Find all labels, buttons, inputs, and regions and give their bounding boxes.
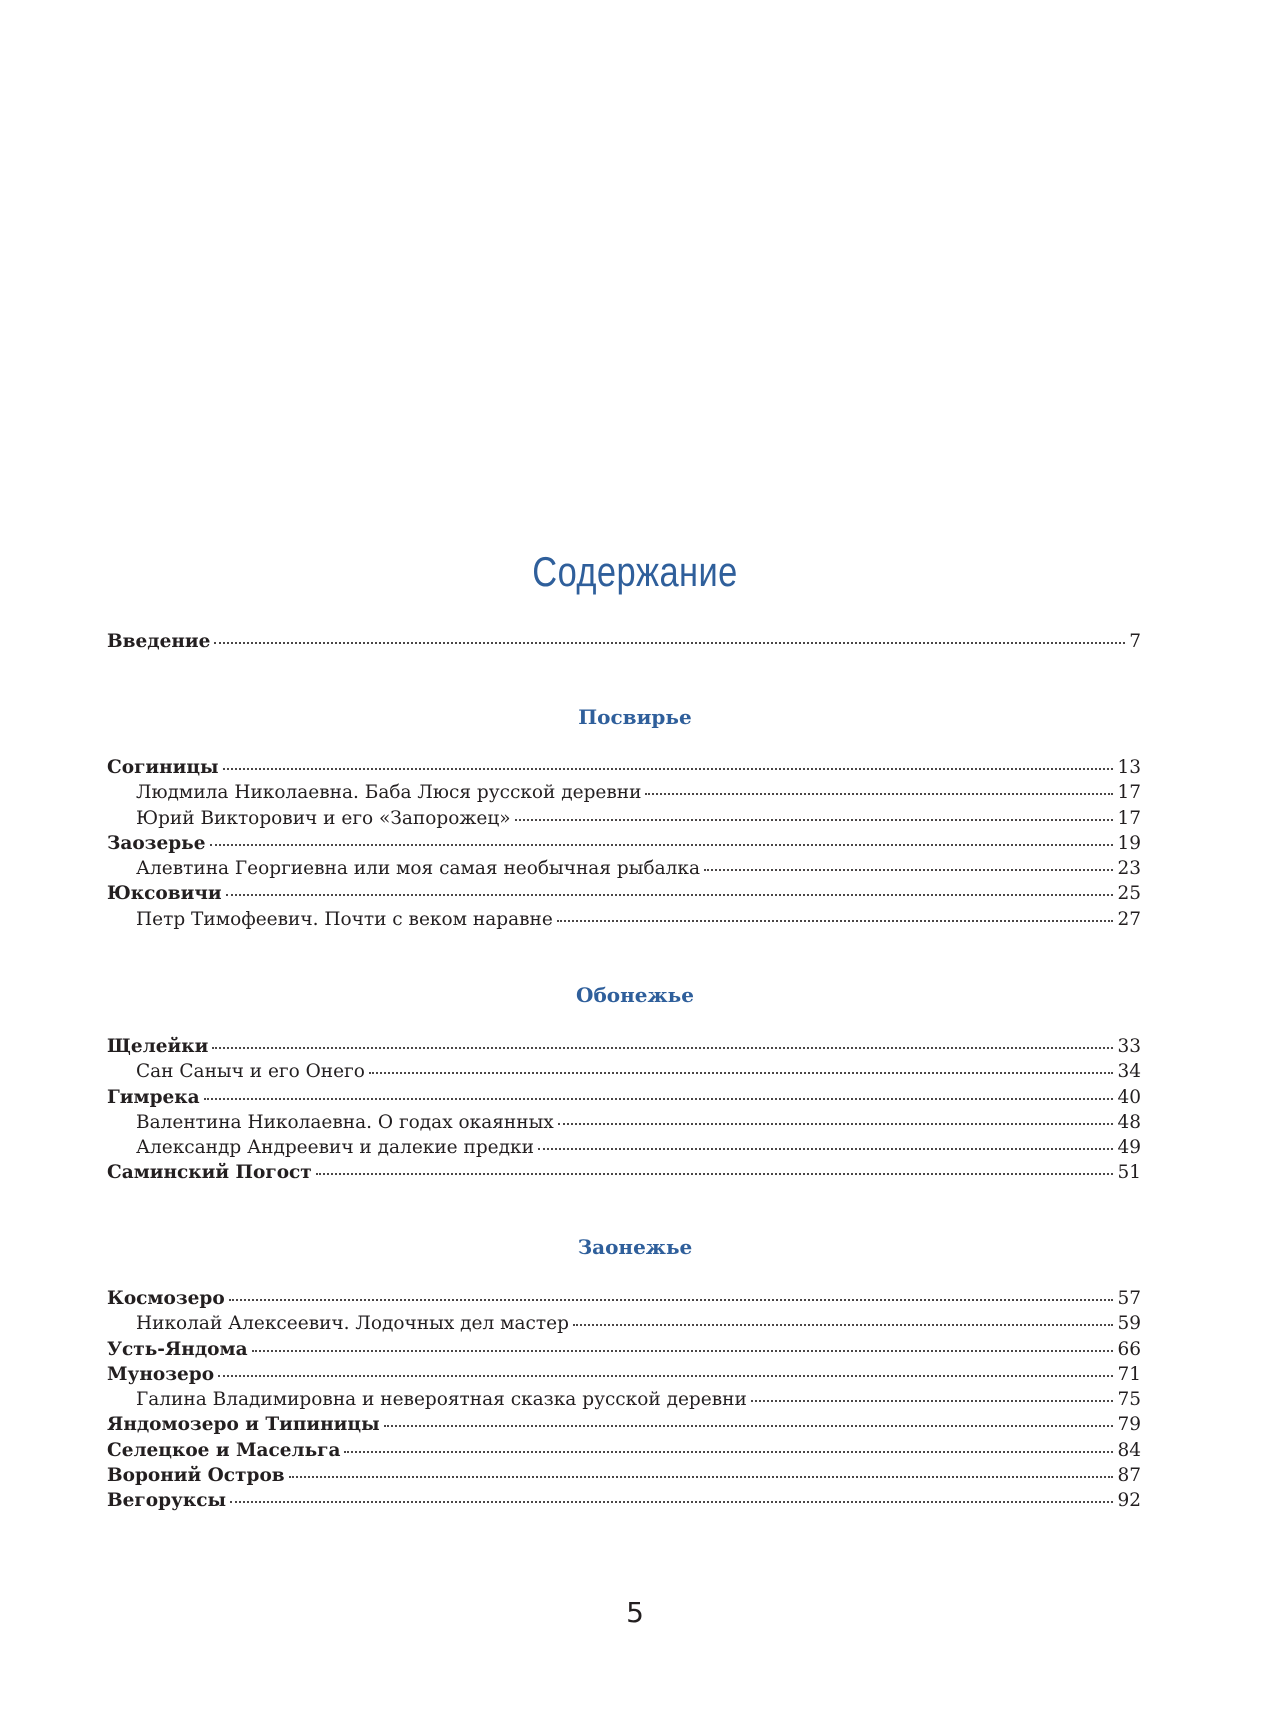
dot-leader <box>316 1158 1114 1178</box>
toc-section-obonezhye <box>107 1032 1141 1184</box>
toc-entry-label: Алевтина Георгиевна или моя самая необычная рыбалка <box>136 858 700 880</box>
toc-entry[interactable] <box>107 753 1141 778</box>
dot-leader <box>212 1032 1113 1052</box>
toc-section-zaonezhye <box>107 1284 1141 1512</box>
toc-section-posvirye <box>107 753 1141 930</box>
toc-entry[interactable] <box>107 829 1141 854</box>
toc-entry-page: 49 <box>1117 1137 1141 1159</box>
toc-entry-page: 66 <box>1117 1338 1141 1360</box>
dot-leader <box>573 1309 1114 1329</box>
dot-leader <box>229 1284 1114 1304</box>
toc-entry-label: Введение <box>107 631 211 652</box>
toc-entry[interactable] <box>107 879 1141 904</box>
toc-entry-label: Селецкое и Масельга <box>107 1439 341 1461</box>
toc-entry-page: 87 <box>1117 1465 1141 1487</box>
toc-entry[interactable] <box>107 1335 1141 1360</box>
toc-entry[interactable] <box>107 1133 1141 1158</box>
toc-entry-label: Саминский Погост <box>107 1162 312 1184</box>
dot-leader <box>344 1436 1113 1456</box>
toc-entry-page: 48 <box>1117 1111 1141 1133</box>
toc-entry-page: 92 <box>1117 1490 1141 1512</box>
toc-entry-page: 25 <box>1117 883 1141 905</box>
dot-leader <box>214 627 1125 647</box>
toc-entry-label: Валентина Николаевна. О годах окаянных <box>136 1111 554 1133</box>
toc-entry-label: Заозерье <box>107 832 206 854</box>
toc-entry-label: Гимрека <box>107 1086 200 1108</box>
dot-leader <box>230 1486 1113 1506</box>
toc-entry-label: Петр Тимофеевич. Почти с веком наравне <box>136 908 553 930</box>
toc-entry-label: Усть-Яндома <box>107 1338 248 1360</box>
toc-entry[interactable] <box>107 1436 1141 1461</box>
toc-entry[interactable] <box>107 1083 1141 1108</box>
toc-entry-label: Согиницы <box>107 757 219 778</box>
toc-entry-label: Александр Андреевич и далекие предки <box>136 1137 534 1159</box>
toc-entry[interactable] <box>107 1360 1141 1385</box>
dot-leader <box>210 829 1114 849</box>
toc-entry-page: 23 <box>1117 858 1141 880</box>
toc-entry-label: Юксовичи <box>107 883 222 905</box>
toc-entry-label: Яндомозеро и Типиницы <box>107 1414 380 1436</box>
toc-entry-page: 13 <box>1117 757 1141 778</box>
toc-entry[interactable] <box>107 804 1141 829</box>
page-title: Содержание <box>532 548 738 595</box>
dot-leader <box>369 1057 1114 1077</box>
toc-entry[interactable] <box>107 1461 1141 1486</box>
toc-entry-page: 57 <box>1117 1288 1141 1309</box>
toc-entry-page: 19 <box>1117 832 1141 854</box>
dot-leader <box>515 804 1114 824</box>
dot-leader <box>218 1360 1113 1380</box>
toc-entry[interactable] <box>107 1410 1141 1435</box>
toc-entry-label: Вороний Остров <box>107 1465 285 1487</box>
toc-entry[interactable] <box>107 854 1141 879</box>
toc-entry[interactable] <box>107 1032 1141 1057</box>
dot-leader <box>645 778 1113 798</box>
dot-leader <box>252 1335 1114 1355</box>
toc-entry-label: Космозеро <box>107 1288 225 1309</box>
toc-entry[interactable] <box>107 1108 1141 1133</box>
toc-entry[interactable] <box>107 1385 1141 1410</box>
toc-entry-intro[interactable] <box>107 627 1141 652</box>
toc-entry-page: 34 <box>1117 1061 1141 1083</box>
toc-entry-label: Вегоруксы <box>107 1490 227 1512</box>
toc-entry-page: 51 <box>1117 1162 1141 1184</box>
toc-entry-page: 17 <box>1117 782 1141 804</box>
toc-entry[interactable] <box>107 1486 1141 1511</box>
dot-leader <box>704 854 1113 874</box>
toc-entry-label: Юрий Викторович и его «Запорожец» <box>136 807 511 829</box>
dot-leader <box>751 1385 1114 1405</box>
dot-leader <box>557 905 1114 925</box>
toc-entry-label: Мунозеро <box>107 1363 215 1385</box>
toc-entry-page: 79 <box>1117 1414 1141 1436</box>
toc-entry-page: 33 <box>1117 1036 1141 1057</box>
dot-leader <box>558 1108 1114 1128</box>
toc-entry[interactable] <box>107 1284 1141 1309</box>
toc-entry-page: 17 <box>1117 807 1141 829</box>
toc-entry-page: 75 <box>1117 1389 1141 1411</box>
section-heading-zaonezhye: Заонежье <box>577 1235 693 1259</box>
toc-entry-page: 71 <box>1117 1363 1141 1385</box>
page-number: 5 <box>626 1596 644 1629</box>
dot-leader <box>226 879 1114 899</box>
toc-entry-label: Галина Владимировна и невероятная сказка русской деревни <box>136 1389 747 1411</box>
toc-intro-block <box>107 627 1141 652</box>
dot-leader <box>289 1461 1114 1481</box>
dot-leader <box>384 1410 1114 1430</box>
toc-entry-label: Людмила Николаевна. Баба Люся русской деревни <box>136 782 642 804</box>
toc-entry[interactable] <box>107 905 1141 930</box>
toc-entry-page: 40 <box>1117 1086 1141 1108</box>
toc-entry[interactable] <box>107 1057 1141 1082</box>
toc-entry-page: 84 <box>1117 1439 1141 1461</box>
toc-entry-page: 27 <box>1117 908 1141 930</box>
toc-entry-label: Николай Алексеевич. Лодочных дел мастер <box>136 1313 569 1335</box>
toc-entry[interactable] <box>107 1309 1141 1334</box>
toc-entry[interactable] <box>107 1158 1141 1183</box>
dot-leader <box>538 1133 1114 1153</box>
section-heading-posvirye: Посвирье <box>578 705 692 729</box>
dot-leader <box>204 1083 1114 1103</box>
dot-leader <box>223 753 1114 773</box>
toc-entry-label: Щелейки <box>107 1036 209 1057</box>
section-heading-obonezhye: Обонежье <box>576 983 694 1007</box>
toc-entry-page: 7 <box>1129 631 1141 652</box>
toc-entry[interactable] <box>107 778 1141 803</box>
toc-entry-label: Сан Саныч и его Онего <box>136 1061 365 1083</box>
toc-entry-page: 59 <box>1117 1313 1141 1335</box>
